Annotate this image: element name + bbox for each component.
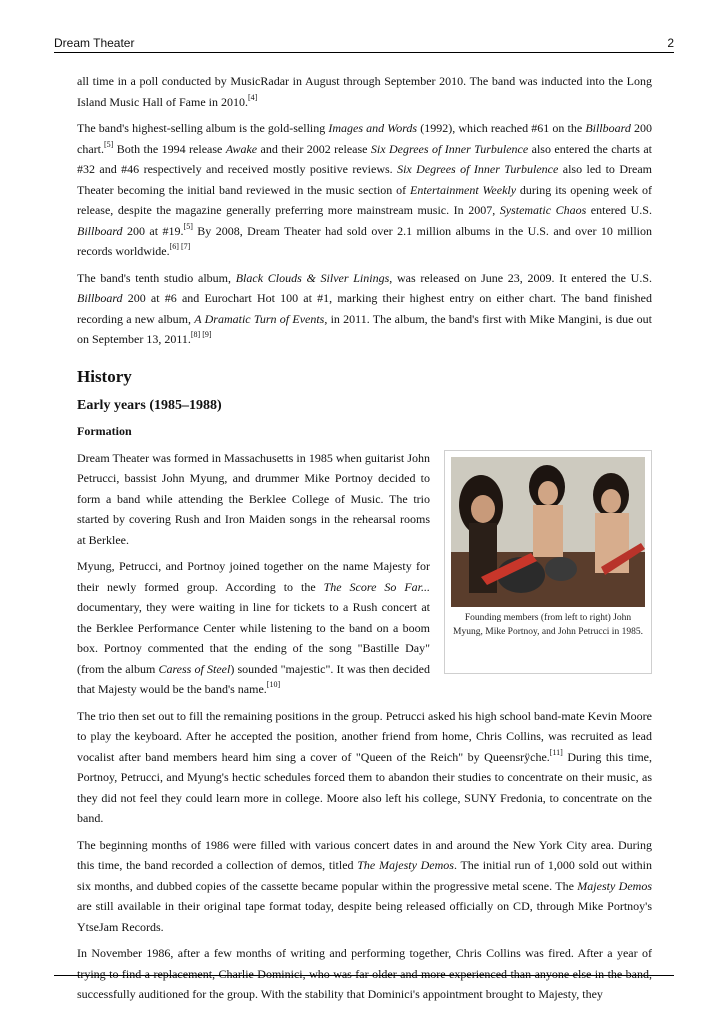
paragraph-lineup: The trio then set out to fill the remaining positions in the group. Petrucci asked his high school band-mate Kevin Moore to play the keyboard. After he accepted the position, another friend from home, Chris Collins, was recruited as lead vocalist after band members heard him sing a cover of "Queen of the Reich" by Queensrÿche.[11] During this time, Portnoy, Petrucci, and Myung's hectic schedules forced them to abandon their studies to concentrate on their music, as they did not feel they could learn more in college. Moore also left his college, SUNY Fredonia, to concentrate on the band.: [77, 708, 652, 825]
section-heading-history: History: [77, 366, 132, 386]
paragraph-dominici: In November 1986, after a few months of writing and performing together, Chris Collins was fired. After a year of trying to find a replacement, Charlie Dominici, who was far older and more experienced than anyone else in the band, successfully auditioned for the group. With the stability that Dominici's appointment brought to Majesty, they: [77, 946, 652, 1001]
reference-link[interactable]: [11]: [549, 747, 563, 757]
header-rule: [54, 52, 674, 53]
reference-link[interactable]: [4]: [247, 92, 258, 102]
subsubsection-heading-formation: Formation: [77, 423, 132, 438]
figure-caption: Founding members (from left to right) John Myung, Mike Portnoy, and John Petrucci in 1985.: [453, 612, 643, 637]
running-header: [54, 32, 674, 52]
figure-founding-members: [444, 450, 652, 674]
band-photo[interactable]: [451, 457, 645, 607]
paragraph-formation: Dream Theater was formed in Massachusetts in 1985 when guitarist John Petrucci, bassist John Myung, and drummer Mike Portnoy decided to form a band while attending the Berklee College of Music. The trio started by covering Rush and Iron Maiden songs in the rehearsal rooms at Berklee.: [77, 450, 430, 547]
paragraph-demos: The beginning months of 1986 were filled with various concert dates in and around the New York City area. During this time, the band recorded a collection of demos, titled The Majesty Demos. The initial run of 1,000 sold out within six months, and dubbed copies of the cassette became popular within the progressive metal scene. The Majesty Demos are still available in their original tape format today, despite being released officially on CD, through Mike Portnoy's YtseJam Records.: [77, 837, 652, 934]
page-number: 2: [667, 36, 674, 50]
article-body: [77, 71, 652, 1011]
reference-link[interactable]: [5]: [103, 139, 114, 149]
reference-link[interactable]: [6] [7]: [169, 242, 191, 251]
subsection-heading-early-years: Early years (1985–1988): [77, 397, 222, 413]
footer-rule: [54, 975, 674, 976]
reference-link[interactable]: [8] [9]: [190, 330, 212, 339]
paragraph-majesty-name: Myung, Petrucci, and Portnoy joined together on the name Majesty for their newly formed group. According to the The Score So Far... documentary, they were waiting in line for tickets to a Rush concert at the Berklee Performance Center while listening to the band on a boom box. Portnoy commented that the ending of the song "Bastille Day" (from the album Caress of Steel) sounded "majestic". It was then decided that Majesty would be the band's name.[10]: [77, 559, 431, 696]
paragraph-sales: The band's highest-selling album is the gold-selling Images and Words (1992), which reached #61 on the Billboard 200 chart.[5] Both the 1994 release Awake and their 2002 release Six Degrees of Inner Turbulence also entered the charts at #32 and #46 respectively and received mostly positive reviews. Six Degrees of Inner Turbulence also led to Dream Theater becoming the initial band reviewed in the music section of Entertainment Weekly during its opening week of release, despite the magazine generally preferring more mainstream music. In 2007, Systematic Chaos entered U.S. Billboard 200 at #19.[5] By 2008, Dream Theater had sold over 2.1 million albums in the U.S. and over 10 million records worldwide.[6] [7]: [77, 121, 653, 258]
band-photo-illustration: [451, 457, 645, 607]
paragraph-tenth-album: The band's tenth studio album, Black Clouds & Silver Linings, was released on June 23, 2009. It entered the U.S. Billboard 200 at #6 and Eurochart Hot 100 at #1, marking their highest entry on either chart. The band finished recording a new album, A Dramatic Turn of Events, in 2011. The album, the band's first with Mike Mangini, is due out on September 13, 2011.[8] [9]: [77, 270, 652, 346]
running-header-title: Dream Theater: [54, 36, 135, 50]
reference-link[interactable]: [10]: [266, 680, 281, 689]
paragraph-hall-of-fame: all time in a poll conducted by MusicRadar in August through September 2010. The band was inducted into the Long Island Music Hall of Fame in 2010.[4]: [77, 74, 652, 109]
reference-link[interactable]: [5]: [183, 221, 193, 231]
